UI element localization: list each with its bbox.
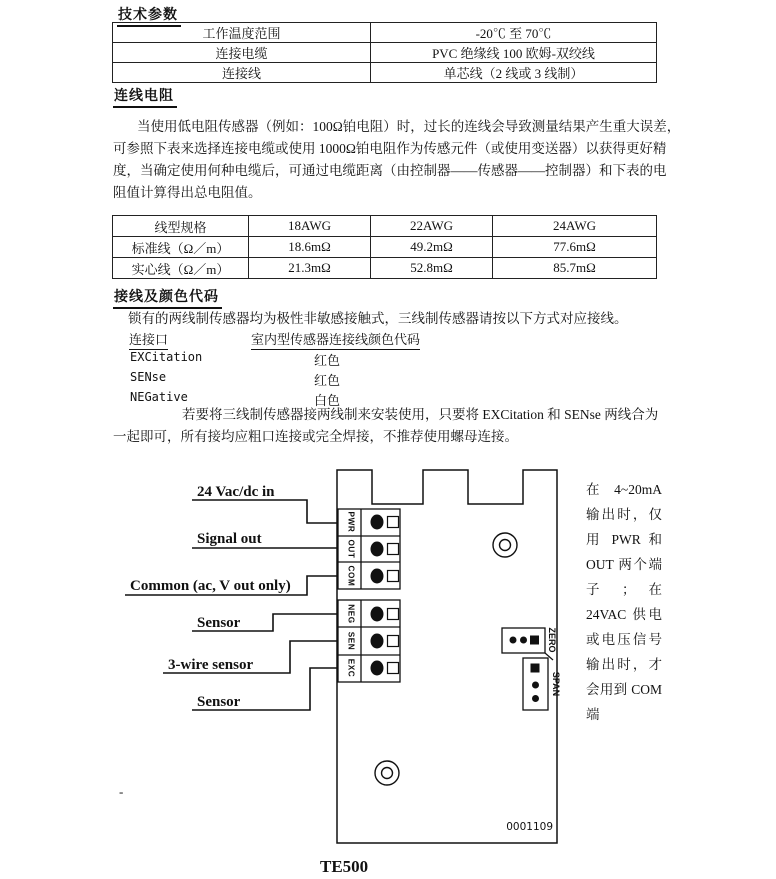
table-header-cell: 18AWG: [249, 216, 371, 237]
table-cell: 连接线: [113, 63, 371, 83]
side-note-line: 用 PWR 和: [586, 532, 662, 547]
table-cell: 单芯线（2 线或 3 线制）: [371, 63, 657, 83]
paragraph-line: 当使用低电阻传感器（例如：100Ω铂电阻）时，过长的连线会导致测量结果产生重大误差，: [137, 119, 681, 134]
paragraph-line: 阻值计算得出总电阻值。: [113, 185, 262, 200]
side-note-line: 会用到 COM: [586, 682, 662, 697]
port-name: SENse: [130, 370, 167, 384]
section-heading-wire-resistance: 连线电阻: [113, 85, 177, 108]
terminal-label-sen: SEN: [346, 631, 356, 651]
table-cell: 21.3mΩ: [249, 258, 371, 279]
table-cell: 实心线（Ω／m）: [113, 258, 249, 279]
table-cell: 工作温度范围: [113, 23, 371, 43]
table-header-cell: 24AWG: [493, 216, 657, 237]
zero-pot-label: ZERO: [547, 627, 557, 653]
terminal-label-exc: EXC: [346, 658, 356, 678]
color-code-col-port: 连接口: [129, 329, 168, 350]
port-name: EXCitation: [130, 350, 203, 364]
paragraph-line: 若要将三线制传感器接两线制来安装使用，只要将 EXCitation 和 SENse 两线合为: [182, 407, 659, 422]
paragraph-line: 可参照下表来选择连接电缆或使用 1000Ω铂电阻作为传感元件（或使用变送器）以获得更好精: [113, 141, 667, 156]
wiring-colors-intro: 锁有的两线制传感器均为极性非敏感接触式，三线制传感器请按以下方式对应接线。: [128, 311, 628, 326]
board-outline: [337, 470, 557, 843]
table-cell: 连接电缆: [113, 43, 371, 63]
terminal-label-pwr: PWR: [346, 511, 356, 533]
wire-color: 红色: [314, 353, 341, 368]
board-code: 0001109: [506, 821, 553, 833]
side-note-line: 端: [586, 707, 600, 722]
wire-label-sensor-2: Sensor: [197, 694, 241, 710]
terminal-label-neg: NEG: [346, 604, 356, 624]
wire-color: 红色: [314, 373, 341, 388]
side-note-line: 输出时，仅: [586, 507, 662, 522]
model-label: TE500: [320, 857, 369, 876]
section-heading-tech-params: 技术参数: [117, 4, 181, 27]
side-note-line: 或电压信号: [586, 632, 662, 647]
side-note-line: 24VAC 供电: [586, 607, 662, 622]
terminal-label-out: OUT: [346, 539, 356, 559]
paragraph-line: 度，当确定使用何种电缆后，可通过电缆距离（由控制器——传感器——控制器）和下表的电: [113, 163, 667, 178]
table-cell: 85.7mΩ: [493, 258, 657, 279]
side-note-line: 子 ； 在: [586, 582, 662, 597]
wire-label-3wire-sensor: 3-wire sensor: [168, 657, 254, 673]
side-note: [586, 477, 662, 727]
port-name: NEGative: [130, 390, 188, 404]
table-cell: 52.8mΩ: [371, 258, 493, 279]
side-note-line: 在 4~20mA: [586, 482, 662, 497]
wire-label-sensor-1: Sensor: [197, 615, 241, 631]
table-cell: 标准线（Ω／m）: [113, 237, 249, 258]
table-header-cell: 22AWG: [371, 216, 493, 237]
wire-lead-pwr: [192, 500, 338, 523]
side-note-line: OUT 两个端: [586, 557, 662, 572]
wire-labels: [130, 484, 291, 710]
terminal-label-com: COM: [346, 565, 356, 587]
wire-label-common: Common (ac, V out only): [130, 578, 291, 594]
table-cell: 49.2mΩ: [371, 237, 493, 258]
side-note-line: 输出时，才: [586, 657, 662, 672]
table-header-cell: 线型规格: [113, 216, 249, 237]
table-cell: 18.6mΩ: [249, 237, 371, 258]
stray-dash: -: [119, 784, 124, 799]
color-code-col-color: 室内型传感器连接线颜色代码: [251, 329, 420, 350]
paragraph-line: 一起即可，所有接均应粗口连接或完全焊接，不推荐使用螺母连接。: [113, 429, 518, 444]
section-heading-wiring-colors: 接线及颜色代码: [113, 286, 222, 309]
table-cell: PVC 绝缘线 100 欧姆-双绞线: [371, 43, 657, 63]
wire-color: 白色: [314, 393, 341, 408]
span-pot-label: SPAN: [551, 671, 561, 697]
table-cell: -20℃ 至 70℃: [371, 23, 657, 43]
table-cell: 77.6mΩ: [493, 237, 657, 258]
wire-label-power-in: 24 Vac/dc in: [197, 484, 275, 500]
wire-label-signal-out: Signal out: [197, 531, 262, 547]
